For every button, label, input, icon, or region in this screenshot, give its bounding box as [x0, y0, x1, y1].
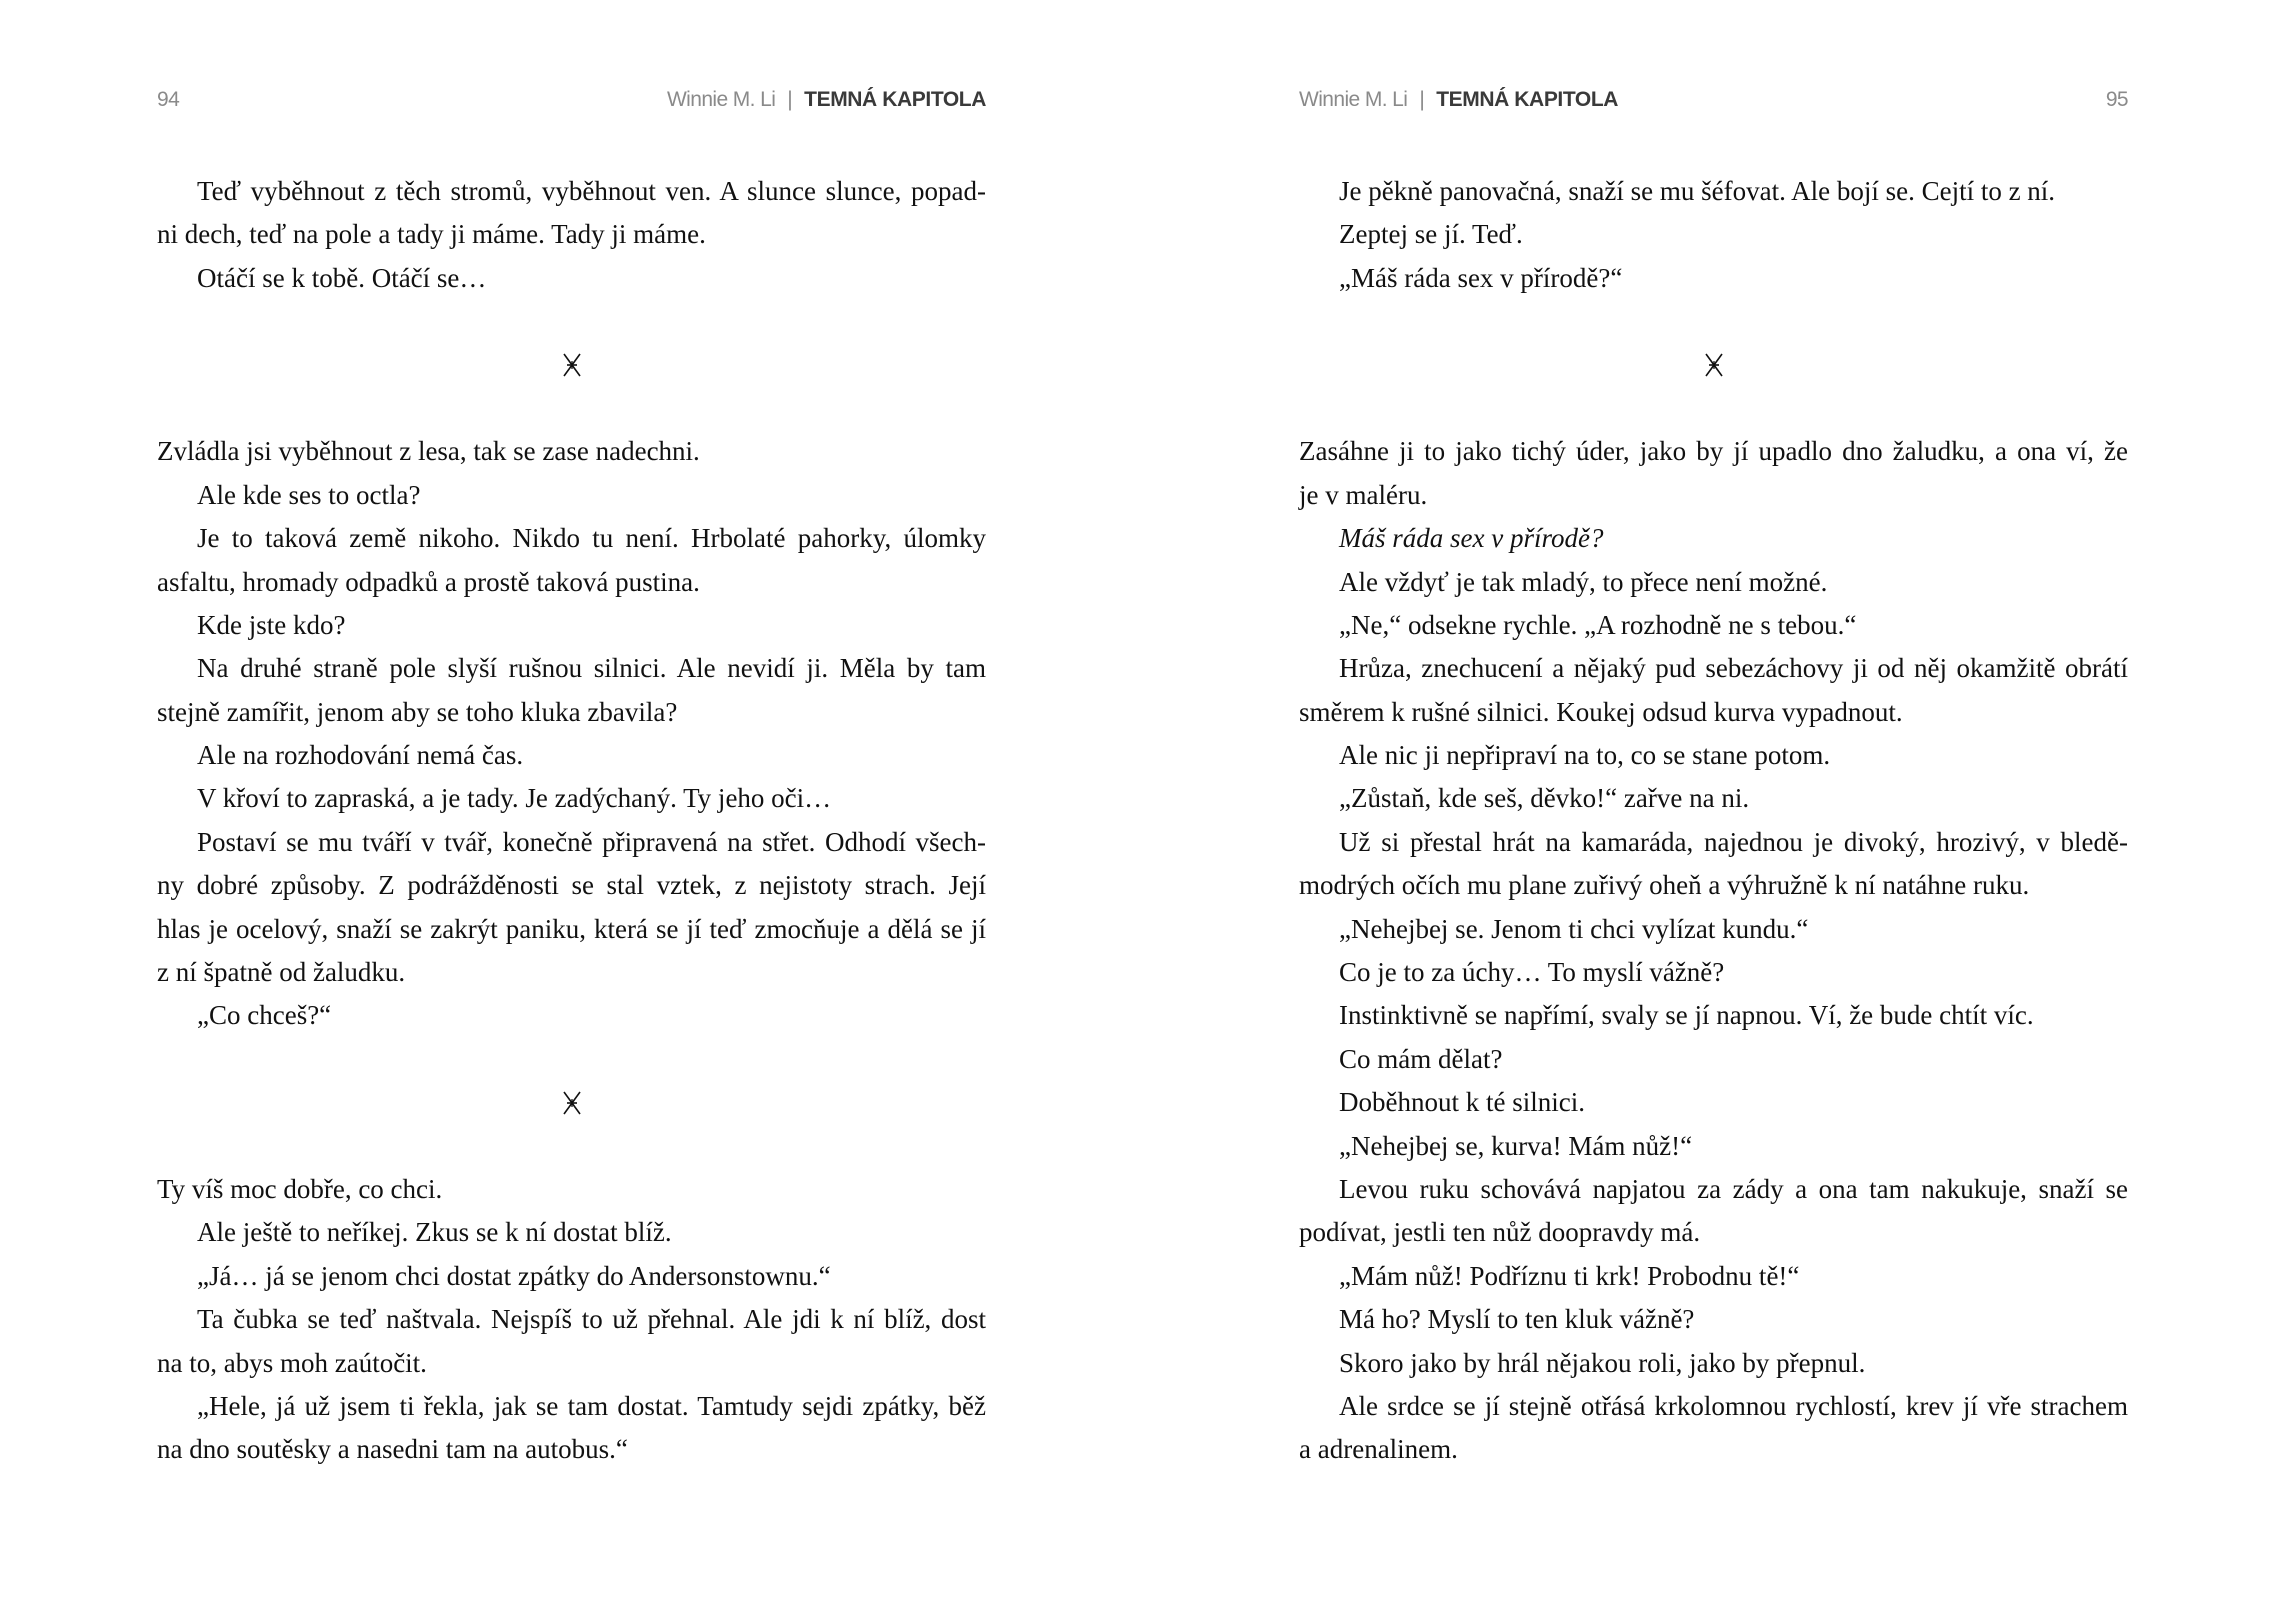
blank-line: [157, 300, 986, 343]
author-name: Winnie M. Li: [1299, 88, 1408, 111]
text-line: Na druhé straně pole slyší rušnou silnici. Ale nevidí ji. Měla by tam: [197, 653, 986, 684]
text-line: „Hele, já už jsem ti řekla, jak se tam dostat. Tamtudy sejdi zpátky, běž: [197, 1390, 986, 1421]
text-line: podívat, jestli ten nůž doopravdy má.: [1299, 1217, 1701, 1248]
text-line: a adrenalinem.: [1299, 1434, 1458, 1465]
text-line: Ale kde ses to octla?: [197, 479, 421, 510]
text-line: Máš ráda sex v přírodě?: [1339, 523, 1604, 554]
running-header: [1299, 88, 2128, 122]
text-line: ny dobré způsoby. Z podrážděnosti se stal vztek, z nejistoty strach. Její: [157, 870, 986, 901]
text-line: „Ne,“ odsekne rychle. „A rozhodně ne s tebou.“: [1339, 609, 1857, 640]
text-line: „Nehejbej se. Jenom ti chci vylízat kundu.“: [1339, 913, 1809, 944]
text-line: Levou ruku schovává napjatou za zády a ona tam nakukuje, snaží se: [1339, 1173, 2128, 1204]
section-break-ornament-icon: [157, 344, 986, 387]
text-line: na dno soutěsky a nasedni tam na autobus.“: [157, 1434, 628, 1465]
text-line: je v maléru.: [1299, 479, 1428, 510]
text-line: Instinktivně se napřímí, svaly se jí napnou. Ví, že bude chtít víc.: [1339, 1000, 2034, 1031]
text-line: Doběhnout k té silnici.: [1339, 1087, 1585, 1118]
blank-line: [157, 387, 986, 430]
text-line: na to, abys moh zaútočit.: [157, 1347, 427, 1378]
text-line: směrem k rušné silnici. Koukej odsud kurva vypadnout.: [1299, 696, 1903, 727]
author-name: Winnie M. Li: [666, 88, 776, 111]
right-page: [1299, 0, 2128, 1615]
blank-line: [157, 1038, 986, 1081]
blank-line: [1299, 387, 2128, 430]
text-line: Ale nic ji nepřipraví na to, co se stane potom.: [1339, 740, 1831, 771]
text-line: Hrůza, znechucení a nějaký pud sebezáchovy ji od něj okamžitě obrátí: [1339, 653, 2128, 684]
book-title: TEMNÁ KAPITOLA: [1436, 88, 1619, 111]
header-separator: |: [1419, 88, 1425, 111]
text-line: Zeptej se jí. Teď.: [1339, 219, 1523, 250]
text-line: Skoro jako by hrál nějakou roli, jako by přepnul.: [1339, 1347, 1866, 1378]
text-line: „Já… já se jenom chci dostat zpátky do Andersonstownu.“: [197, 1260, 831, 1291]
text-line: ni dech, teď na pole a tady ji máme. Tady ji máme.: [157, 219, 706, 250]
text-line: Ale na rozhodování nemá čas.: [197, 740, 524, 771]
text-line: Co je to za úchy… To myslí vážně?: [1339, 957, 1725, 988]
text-line: V křoví to zapraská, a je tady. Je zadýchaný. Ty jeho oči…: [197, 783, 832, 814]
text-line: Zvládla jsi vyběhnout z lesa, tak se zase nadechni.: [157, 436, 700, 467]
left-page: [157, 0, 986, 1615]
text-line: „Mám nůž! Podříznu ti krk! Probodnu tě!“: [1339, 1260, 1800, 1291]
text-line: Už si přestal hrát na kamaráda, najednou je divoký, hrozivý, v bledě-: [1339, 826, 2128, 857]
section-break-ornament-icon: [157, 1081, 986, 1124]
page-number: 94: [157, 88, 180, 111]
text-line: asfaltu, hromady odpadků a prostě taková pustina.: [157, 566, 700, 597]
running-title: [1299, 88, 1618, 112]
text-line: „Nehejbej se, kurva! Mám nůž!“: [1339, 1130, 1693, 1161]
text-line: Je to taková země nikoho. Nikdo tu není. Hrbolaté pahorky, úlomky: [197, 523, 986, 554]
blank-line: [1299, 300, 2128, 343]
text-line: z ní špatně od žaludku.: [157, 957, 406, 988]
text-line: hlas je ocelový, snaží se zakrýt paniku, která se jí teď zmocňuje a dělá se jí: [157, 913, 986, 944]
text-line: Ale vždyť je tak mladý, to přece není možné.: [1339, 566, 1828, 597]
text-line: Má ho? Myslí to ten kluk vážně?: [1339, 1304, 1695, 1335]
text-line: Ale ještě to neříkej. Zkus se k ní dostat blíž.: [197, 1217, 672, 1248]
text-line: Kde jste kdo?: [197, 609, 346, 640]
text-line: „Zůstaň, kde seš, děvko!“ zařve na ni.: [1339, 783, 1750, 814]
text-line: Teď vyběhnout z těch stromů, vyběhnout ven. A slunce slunce, popad-: [197, 176, 986, 206]
text-line: Ta čubka se teď naštvala. Nejspíš to už přehnal. Ale jdi k ní blíž, dost: [197, 1304, 986, 1335]
text-line: stejně zamířit, jenom aby se toho kluka zbavila?: [157, 696, 678, 727]
running-title: [667, 88, 986, 112]
text-line: Postaví se mu tváří v tvář, konečně připravená na střet. Odhodí všech-: [197, 826, 986, 857]
text-line: „Máš ráda sex v přírodě?“: [1339, 262, 1623, 293]
text-line: „Co chceš?“: [197, 1000, 332, 1031]
page-body: [1299, 170, 2128, 1472]
blank-line: [157, 1125, 986, 1168]
text-line: Co mám dělat?: [1339, 1043, 1503, 1074]
text-line: modrých očích mu plane zuřivý oheň a výhružně k ní natáhne ruku.: [1299, 870, 2030, 901]
text-line: Ty víš moc dobře, co chci.: [157, 1173, 443, 1204]
text-line: Zasáhne ji to jako tichý úder, jako by jí upadlo dno žaludku, a ona ví, že: [1299, 436, 2128, 467]
section-break-ornament-icon: [1299, 344, 2128, 387]
header-separator: |: [787, 88, 793, 111]
page-body: [157, 170, 986, 1472]
text-line: Je pěkně panovačná, snaží se mu šéfovat. Ale bojí se. Cejtí to z ní.: [1339, 176, 2056, 206]
book-title: TEMNÁ KAPITOLA: [804, 88, 986, 111]
running-header: [157, 88, 986, 122]
text-line: Otáčí se k tobě. Otáčí se…: [197, 262, 487, 293]
text-line: Ale srdce se jí stejně otřásá krkolomnou rychlostí, krev jí vře strachem: [1339, 1390, 2128, 1421]
page-number: 95: [2105, 88, 2128, 111]
